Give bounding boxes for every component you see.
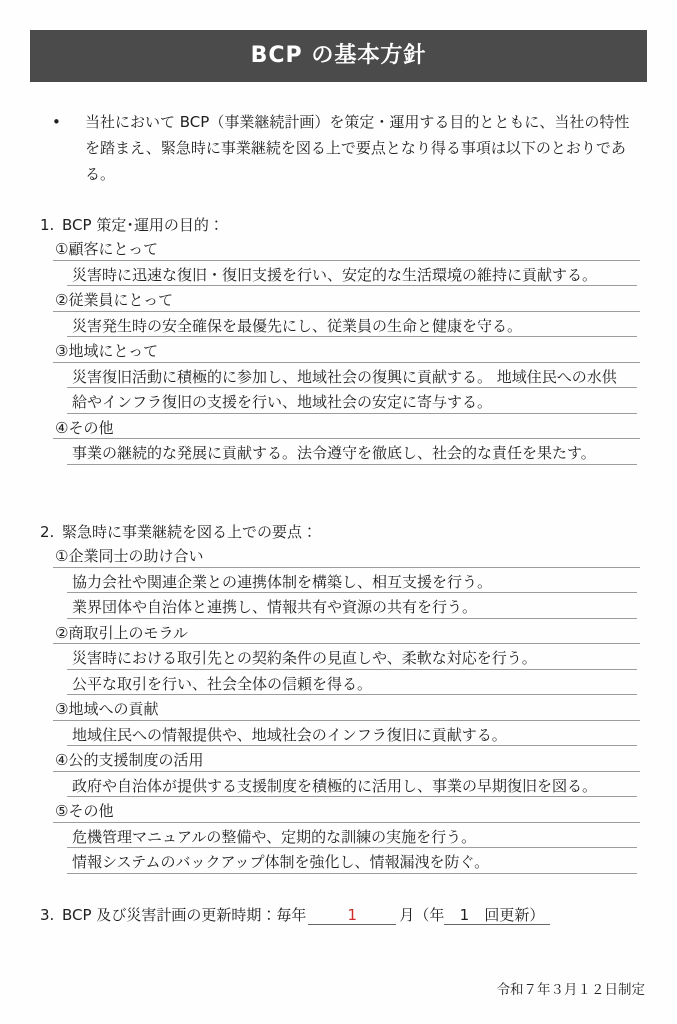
purpose-community-text: 給やインフラ復旧の支援を行い、地域社会の安定に寄与する。: [72, 393, 493, 411]
point-other-label-row: [53, 797, 640, 823]
section-3-label: BCP 及び災害計画の更新時期：毎年: [62, 906, 307, 924]
intro-paragraph: [85, 109, 670, 187]
section-1-number: 1.: [40, 216, 55, 234]
point-mutual-aid-text: 業界団体や自治体と連携し、情報共有や資源の共有を行う。: [72, 598, 478, 616]
point-other-text: 危機管理マニュアルの整備や、定期的な訓練の実施を行う。: [72, 827, 477, 846]
point-community-text: 地域住民への情報提供や、地域社会のインフラ復旧に貢献する。: [72, 725, 507, 744]
document-title: BCP の基本方針: [250, 43, 427, 68]
intro-line: る。: [85, 165, 116, 183]
point-mutual-aid-line-row: [67, 568, 637, 594]
point-other-text: 情報システムのバックアップ体制を強化し、情報漏洩を防ぐ。: [72, 853, 490, 871]
purpose-community-text: 災害復旧活動に積極的に参加し、地域社会の復興に貢献する。 地域住民への水供: [72, 367, 617, 386]
purpose-other-label: ④その他: [55, 418, 114, 437]
section-1-list: [0, 235, 677, 465]
point-trade-morals-text: 災害時における取引先との契約条件の見直しや、柔軟な対応を行う。: [72, 649, 537, 667]
update-times-unit: 回更新）: [484, 906, 550, 925]
point-public-support-label: ④公的支援制度の活用: [55, 751, 204, 769]
purpose-community-label: ③地域にとって: [55, 342, 159, 360]
point-mutual-aid-label: ①企業同士の助け合い: [55, 547, 204, 565]
point-other-line-row: [67, 823, 637, 849]
point-other-line-row: [67, 848, 637, 874]
section-2-list: [0, 542, 677, 874]
update-month-unit: 月（年: [399, 906, 445, 924]
purpose-employees-label: ②従業員にとって: [55, 291, 174, 309]
intro-line: を踏まえ、緊急時に事業継続を図る上で要点となり得る事項は以下のとおりであ: [85, 139, 626, 157]
point-community-label-row: [53, 695, 640, 721]
purpose-other-line-row: [67, 439, 637, 465]
purpose-other-text: 事業の継続的な発展に貢献する。法令遵守を徹底し、社会的な責任を果たす。: [72, 444, 596, 462]
purpose-other-label-row: [53, 414, 640, 440]
purpose-community-line-row: [67, 363, 637, 389]
point-mutual-aid-line-row: [67, 593, 637, 619]
purpose-customer-label: ①顧客にとって: [55, 240, 159, 258]
document-title-bar: [30, 30, 647, 82]
purpose-customer-text: 災害時に迅速な復旧・復旧支援を行い、安定的な生活環境の維持に貢献する。: [72, 265, 598, 284]
point-trade-morals-text: 公平な取引を行い、社会全体の信頼を得る。: [72, 674, 373, 693]
point-public-support-label-row: [53, 746, 640, 772]
point-other-label: ⑤その他: [55, 802, 114, 820]
point-trade-morals-line-row: [67, 670, 637, 696]
purpose-community-label-row: [53, 337, 640, 363]
section-2-title: 緊急時に事業継続を図る上での要点：: [62, 523, 318, 541]
point-mutual-aid-label-row: [53, 542, 640, 568]
update-month-value: 1: [308, 906, 396, 925]
purpose-employees-label-row: [53, 286, 640, 312]
point-trade-morals-label: ②商取引上のモラル: [55, 623, 188, 642]
intro-line: 当社において BCP（事業継続計画）を策定・運用する目的とともに、当社の特性: [85, 113, 630, 131]
section-2-number: 2.: [40, 523, 55, 541]
point-mutual-aid-text: 協力会社や関連企業との連携体制を構築し、相互支援を行う。: [72, 572, 493, 591]
point-trade-morals-label-row: [53, 619, 640, 645]
enactment-date: 令和７年３月１２日制定: [496, 982, 645, 998]
section-2-heading: [40, 521, 317, 543]
purpose-employees-text: 災害発生時の安全確保を最優先にし、従業員の生命と健康を守る。: [72, 316, 523, 335]
update-times-value: 1: [444, 906, 484, 925]
point-trade-morals-line-row: [67, 644, 637, 670]
point-community-line-row: [67, 721, 637, 747]
purpose-customer-line-row: [67, 261, 637, 287]
section-1-heading: [40, 214, 224, 236]
purpose-customer-label-row: [53, 235, 640, 261]
purpose-employees-line-row: [67, 312, 637, 338]
point-public-support-line-row: [67, 772, 637, 798]
intro-bullet: •: [52, 113, 61, 131]
section-3-update-schedule: [40, 904, 550, 926]
purpose-community-line-row: [67, 388, 637, 414]
section-1-title: BCP 策定･運用の目的：: [62, 216, 224, 234]
point-community-label: ③地域への貢献: [55, 700, 159, 718]
point-public-support-text: 政府や自治体が提供する支援制度を積極的に活用し、事業の早期復旧を図る。: [72, 776, 598, 795]
section-3-number: 3.: [40, 906, 55, 924]
